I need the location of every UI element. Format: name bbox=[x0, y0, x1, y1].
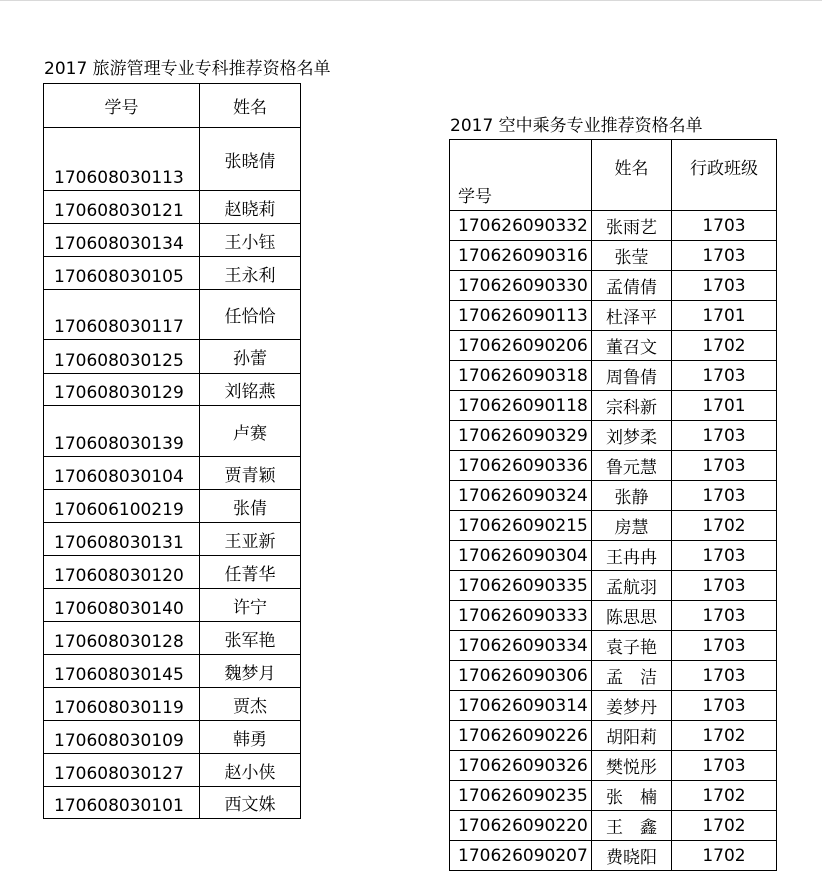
student-name-cell: 费晓阳 bbox=[592, 841, 672, 871]
table-row bbox=[450, 751, 777, 781]
flight-attendant-list-title: 2017 空中乘务专业推荐资格名单 bbox=[450, 116, 703, 136]
student-name-cell: 任恰恰 bbox=[200, 290, 301, 340]
table-row bbox=[450, 631, 777, 661]
table-row bbox=[450, 331, 777, 361]
table-row bbox=[44, 128, 301, 191]
class-cell: 1703 bbox=[672, 751, 777, 781]
class-cell: 1703 bbox=[672, 691, 777, 721]
student-id-cell: 170608030140 bbox=[44, 589, 200, 622]
table-row bbox=[450, 391, 777, 421]
student-name-cell: 赵晓莉 bbox=[200, 191, 301, 224]
student-id-cell: 170626090314 bbox=[450, 691, 592, 721]
student-name-cell: 刘铭燕 bbox=[200, 374, 301, 406]
table-header-row bbox=[44, 84, 301, 128]
table-row bbox=[44, 655, 301, 688]
class-cell: 1702 bbox=[672, 331, 777, 361]
student-name-cell: 张莹 bbox=[592, 241, 672, 271]
tourism-management-table bbox=[43, 83, 301, 819]
class-cell: 1703 bbox=[672, 631, 777, 661]
student-id-cell: 170626090235 bbox=[450, 781, 592, 811]
class-cell: 1703 bbox=[672, 571, 777, 601]
student-name-cell: 袁子艳 bbox=[592, 631, 672, 661]
student-name-cell: 王小钰 bbox=[200, 224, 301, 257]
student-name-cell: 杜泽平 bbox=[592, 301, 672, 331]
class-cell: 1701 bbox=[672, 391, 777, 421]
student-id-cell: 170606100219 bbox=[44, 490, 200, 523]
student-id-cell: 170608030113 bbox=[44, 128, 200, 191]
header-student-id: 学号 bbox=[44, 84, 200, 128]
student-name-cell: 王永利 bbox=[200, 257, 301, 290]
table-row bbox=[44, 754, 301, 787]
table-row bbox=[44, 290, 301, 340]
table-row bbox=[44, 721, 301, 754]
table-row bbox=[450, 511, 777, 541]
student-name-cell: 陈思思 bbox=[592, 601, 672, 631]
student-name-cell: 胡阳莉 bbox=[592, 721, 672, 751]
class-cell: 1702 bbox=[672, 511, 777, 541]
table-row bbox=[44, 374, 301, 406]
student-id-cell: 170626090206 bbox=[450, 331, 592, 361]
table-row bbox=[44, 457, 301, 490]
student-name-cell: 张 楠 bbox=[592, 781, 672, 811]
table-row bbox=[44, 589, 301, 622]
student-name-cell: 任菁华 bbox=[200, 556, 301, 589]
student-id-cell: 170626090326 bbox=[450, 751, 592, 781]
student-name-cell: 王亚新 bbox=[200, 523, 301, 556]
class-cell: 1703 bbox=[672, 451, 777, 481]
top-border-line bbox=[0, 0, 822, 1]
table-row bbox=[44, 340, 301, 374]
table-row bbox=[44, 224, 301, 257]
table-row bbox=[44, 257, 301, 290]
table-row bbox=[450, 481, 777, 511]
student-id-cell: 170626090335 bbox=[450, 571, 592, 601]
student-id-cell: 170608030109 bbox=[44, 721, 200, 754]
student-name-cell: 孙蕾 bbox=[200, 340, 301, 374]
class-cell: 1703 bbox=[672, 541, 777, 571]
student-name-cell: 姜梦丹 bbox=[592, 691, 672, 721]
student-id-cell: 170608030120 bbox=[44, 556, 200, 589]
student-name-cell: 西文姝 bbox=[200, 787, 301, 819]
table-row bbox=[44, 490, 301, 523]
table-row bbox=[450, 721, 777, 751]
student-name-cell: 孟 洁 bbox=[592, 661, 672, 691]
student-id-cell: 170608030134 bbox=[44, 224, 200, 257]
header-class: 行政班级 bbox=[672, 140, 777, 211]
student-id-cell: 170608030101 bbox=[44, 787, 200, 819]
class-cell: 1703 bbox=[672, 271, 777, 301]
table-row bbox=[44, 406, 301, 457]
student-id-cell: 170608030104 bbox=[44, 457, 200, 490]
student-name-cell: 鲁元慧 bbox=[592, 451, 672, 481]
class-cell: 1703 bbox=[672, 481, 777, 511]
class-cell: 1701 bbox=[672, 301, 777, 331]
table-row bbox=[450, 691, 777, 721]
student-id-cell: 170626090318 bbox=[450, 361, 592, 391]
flight-attendant-table bbox=[449, 139, 777, 871]
student-name-cell: 刘梦柔 bbox=[592, 421, 672, 451]
student-id-cell: 170626090207 bbox=[450, 841, 592, 871]
student-id-cell: 170608030129 bbox=[44, 374, 200, 406]
student-id-cell: 170626090306 bbox=[450, 661, 592, 691]
tourism-list-title: 2017 旅游管理专业专科推荐资格名单 bbox=[44, 59, 331, 79]
student-id-cell: 170608030131 bbox=[44, 523, 200, 556]
class-cell: 1703 bbox=[672, 661, 777, 691]
student-name-cell: 张晓倩 bbox=[200, 128, 301, 191]
student-id-cell: 170608030121 bbox=[44, 191, 200, 224]
table-row bbox=[450, 301, 777, 331]
student-name-cell: 贾杰 bbox=[200, 688, 301, 721]
student-id-cell: 170626090118 bbox=[450, 391, 592, 421]
student-id-cell: 170626090329 bbox=[450, 421, 592, 451]
student-id-cell: 170608030119 bbox=[44, 688, 200, 721]
table-row bbox=[450, 661, 777, 691]
header-name: 姓名 bbox=[200, 84, 301, 128]
header-student-id: 学号 bbox=[450, 140, 592, 211]
student-name-cell: 周鲁倩 bbox=[592, 361, 672, 391]
student-name-cell: 孟航羽 bbox=[592, 571, 672, 601]
student-id-cell: 170626090330 bbox=[450, 271, 592, 301]
table-row bbox=[450, 781, 777, 811]
table-row bbox=[450, 361, 777, 391]
student-name-cell: 樊悦彤 bbox=[592, 751, 672, 781]
class-cell: 1702 bbox=[672, 841, 777, 871]
student-id-cell: 170608030125 bbox=[44, 340, 200, 374]
student-name-cell: 宗科新 bbox=[592, 391, 672, 421]
student-id-cell: 170626090333 bbox=[450, 601, 592, 631]
student-name-cell: 张倩 bbox=[200, 490, 301, 523]
table-row bbox=[44, 556, 301, 589]
student-id-cell: 170626090215 bbox=[450, 511, 592, 541]
table-row bbox=[450, 541, 777, 571]
student-id-cell: 170608030127 bbox=[44, 754, 200, 787]
student-id-cell: 170608030117 bbox=[44, 290, 200, 340]
table-row bbox=[450, 211, 777, 241]
student-id-cell: 170626090304 bbox=[450, 541, 592, 571]
student-id-cell: 170626090113 bbox=[450, 301, 592, 331]
class-cell: 1703 bbox=[672, 361, 777, 391]
table-row bbox=[450, 571, 777, 601]
student-name-cell: 张雨艺 bbox=[592, 211, 672, 241]
student-id-cell: 170608030145 bbox=[44, 655, 200, 688]
student-name-cell: 许宁 bbox=[200, 589, 301, 622]
class-cell: 1702 bbox=[672, 721, 777, 751]
student-name-cell: 卢赛 bbox=[200, 406, 301, 457]
student-id-cell: 170626090226 bbox=[450, 721, 592, 751]
student-name-cell: 赵小侠 bbox=[200, 754, 301, 787]
student-name-cell: 孟倩倩 bbox=[592, 271, 672, 301]
table-row bbox=[450, 451, 777, 481]
student-name-cell: 王冉冉 bbox=[592, 541, 672, 571]
class-cell: 1703 bbox=[672, 241, 777, 271]
class-cell: 1702 bbox=[672, 781, 777, 811]
table-row bbox=[450, 271, 777, 301]
table-row bbox=[44, 191, 301, 224]
student-id-cell: 170608030128 bbox=[44, 622, 200, 655]
student-id-cell: 170608030105 bbox=[44, 257, 200, 290]
student-id-cell: 170626090324 bbox=[450, 481, 592, 511]
student-id-cell: 170626090332 bbox=[450, 211, 592, 241]
class-cell: 1703 bbox=[672, 601, 777, 631]
student-name-cell: 魏梦月 bbox=[200, 655, 301, 688]
student-name-cell: 张军艳 bbox=[200, 622, 301, 655]
class-cell: 1703 bbox=[672, 421, 777, 451]
table-row bbox=[450, 421, 777, 451]
student-name-cell: 贾青颖 bbox=[200, 457, 301, 490]
header-name: 姓名 bbox=[592, 140, 672, 211]
student-name-cell: 张静 bbox=[592, 481, 672, 511]
student-id-cell: 170626090336 bbox=[450, 451, 592, 481]
table-header-row bbox=[450, 140, 777, 211]
student-name-cell: 韩勇 bbox=[200, 721, 301, 754]
table-row bbox=[44, 688, 301, 721]
class-cell: 1702 bbox=[672, 811, 777, 841]
student-name-cell: 王 鑫 bbox=[592, 811, 672, 841]
table-row bbox=[450, 601, 777, 631]
student-id-cell: 170626090316 bbox=[450, 241, 592, 271]
table-row bbox=[450, 241, 777, 271]
class-cell: 1703 bbox=[672, 211, 777, 241]
student-name-cell: 董召文 bbox=[592, 331, 672, 361]
student-id-cell: 170608030139 bbox=[44, 406, 200, 457]
student-id-cell: 170626090334 bbox=[450, 631, 592, 661]
student-name-cell: 房慧 bbox=[592, 511, 672, 541]
table-row bbox=[44, 523, 301, 556]
table-row bbox=[44, 787, 301, 819]
table-row bbox=[450, 811, 777, 841]
student-id-cell: 170626090220 bbox=[450, 811, 592, 841]
table-row bbox=[44, 622, 301, 655]
